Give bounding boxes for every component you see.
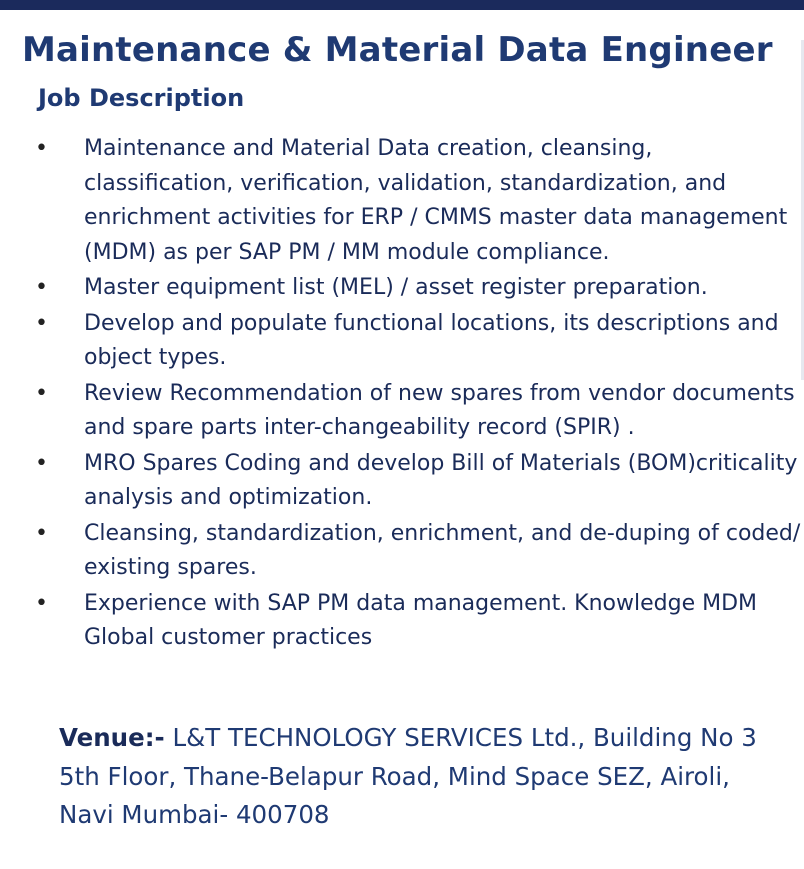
list-item-text: Develop and populate functional locations, its descriptions and object types. <box>84 310 779 370</box>
bullet-icon: • <box>35 380 48 406</box>
list-item-text: Master equipment list (MEL) / asset register preparation. <box>84 275 708 300</box>
bullet-icon: • <box>35 136 48 161</box>
list-item-text: Cleansing, standardization, enrichment, and de-duping of coded/ existing spares. <box>84 520 801 580</box>
bullet-icon: • <box>35 590 48 616</box>
list-item-text: Experience with SAP PM data management. Knowledge MDM Global customer practices <box>84 590 758 650</box>
list-item <box>0 271 804 306</box>
responsibilities-list <box>0 132 804 657</box>
list-item <box>0 307 804 376</box>
bullet-icon: • <box>35 520 48 546</box>
bullet-icon: • <box>35 275 48 300</box>
list-item <box>0 517 804 586</box>
venue-company: L&T TECHNOLOGY SERVICES Ltd., Building No 3 <box>172 723 757 752</box>
list-item <box>0 132 804 270</box>
section-heading: Job Description <box>38 84 245 112</box>
venue-line-2: 5th Floor, Thane-Belapur Road, Mind Space SEZ, Airoli, <box>59 761 730 791</box>
bullet-icon: • <box>35 310 48 336</box>
venue-line-3: Navi Mumbai- 400708 <box>59 800 330 829</box>
list-item-text: MRO Spares Coding and develop Bill of Materials (BOM)criticality analysis and optimization. <box>84 450 798 510</box>
list-item-text: Review Recommendation of new spares from vendor documents and spare parts inter-changeability record (SPIR) . <box>84 380 795 440</box>
list-item <box>0 447 804 516</box>
bullet-icon: • <box>35 450 48 476</box>
venue-line-1 <box>59 719 804 758</box>
list-item <box>0 587 804 656</box>
venue-label: Venue:- <box>59 723 165 752</box>
page-title: Maintenance & Material Data Engineer <box>22 30 773 70</box>
top-border-bar <box>0 0 804 10</box>
venue-block <box>59 719 804 835</box>
list-item <box>0 377 804 446</box>
list-item-text: Maintenance and Material Data creation, cleansing, classification, verification, validation, standardization, and enrichment activities for ERP / CMMS master data management (MDM) as per SAP PM / MM module compliance. <box>84 136 788 265</box>
